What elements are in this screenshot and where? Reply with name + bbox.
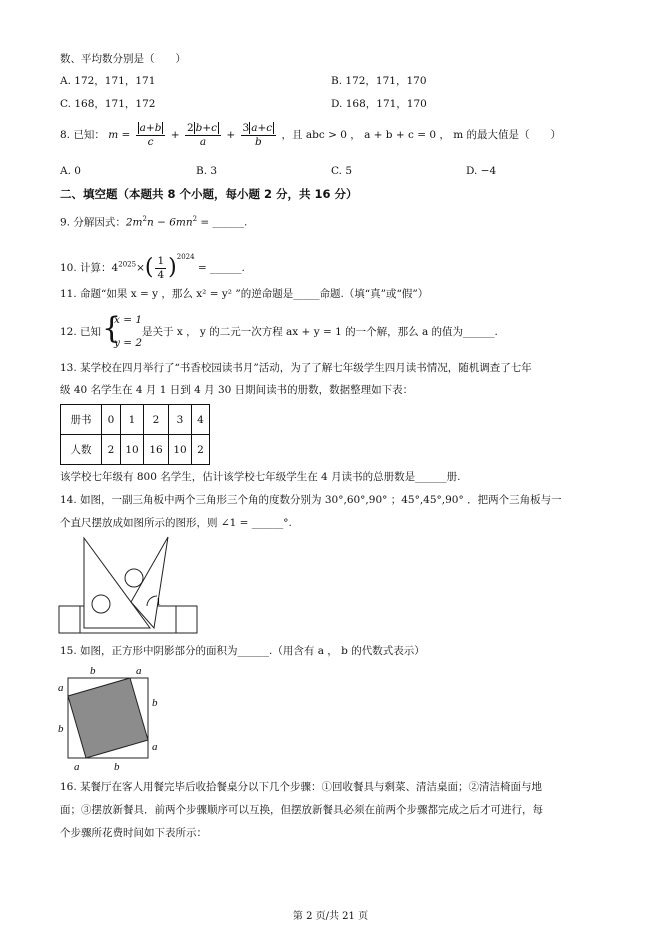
table-cell: 16 bbox=[144, 435, 169, 465]
q12-row-1: x = 1 bbox=[114, 314, 143, 326]
q13-after: 该学校七年级有 800 名学生，估计该学校七年级学生在 4 月读书的总册数是______册. bbox=[60, 471, 461, 483]
table-cell: 1 bbox=[121, 405, 144, 435]
table-cell: 2 bbox=[192, 435, 210, 465]
q10-exp-2: 2024 bbox=[176, 253, 195, 261]
q8-option-c: C. 5 bbox=[331, 165, 353, 177]
q8-f3-num: a+c bbox=[251, 121, 273, 134]
q9-lead: 9. 分解因式： bbox=[60, 216, 126, 229]
q7-tail: 数、平均数分别是（ ） bbox=[60, 53, 186, 65]
q8-ask: m 的最大值是（ ） bbox=[453, 129, 562, 141]
q9-sup-a: 2 bbox=[142, 215, 147, 223]
q11: 11. 命题“如果 x = y ，那么 x² = y² ”的逆命题是_____命题.（填“真”或“假”） bbox=[60, 288, 429, 300]
q16-line-3: 个步骤所花费时间如下表所示： bbox=[60, 827, 207, 839]
q9 bbox=[60, 212, 247, 230]
q8-option-b: B. 3 bbox=[196, 165, 218, 177]
table-cell: 10 bbox=[121, 435, 144, 465]
q9-expr-b: n − 6mn bbox=[146, 216, 193, 229]
q13-line-2: 级 40 名学生在 4 月 1 日到 4 月 30 日期间读书的册数，数据整理如下表： bbox=[60, 384, 414, 396]
q8-option-a: A. 0 bbox=[60, 165, 81, 177]
table-cell: 2 bbox=[102, 435, 121, 465]
label-top-a: a bbox=[136, 665, 142, 677]
section-heading: 二、填空题（本题共 8 个小题，每小题 2 分，共 16 分） bbox=[60, 187, 358, 201]
q7-option-a: A. 172，171，171 bbox=[60, 75, 156, 87]
q10-tail: = ______. bbox=[194, 262, 245, 274]
q8-f2-den: a bbox=[199, 135, 207, 148]
q8-m: m bbox=[108, 129, 119, 141]
q7-option-c: C. 168，171，172 bbox=[60, 98, 156, 110]
shaded-square bbox=[68, 678, 148, 758]
q9-tail: = ______. bbox=[197, 216, 248, 229]
q10-times: × bbox=[136, 262, 145, 274]
set-square-hole bbox=[125, 569, 143, 587]
table-cell: 3 bbox=[169, 405, 192, 435]
q10-base: 4 bbox=[111, 262, 119, 274]
q15-text: 15. 如图，正方形中阴影部分的面积为______.（用含有 a ， b 的代数式表示） bbox=[60, 645, 425, 657]
q10-lead: 10. 计算： bbox=[60, 262, 112, 274]
q14-line-2: 个直尺摆放成如图所示的图形，则 ∠1 = ______°. bbox=[60, 517, 292, 529]
q8-f2-coef: 2 bbox=[186, 121, 194, 134]
q8-plus-2: + bbox=[226, 129, 236, 141]
q12-tail: 是关于 x ， y 的二元一次方程 ax + y = 1 的一个解，那么 a 的值为______. bbox=[142, 326, 498, 338]
q8-fraction-1 bbox=[136, 122, 166, 149]
q13-line-1: 13. 某学校在四月举行了“书香校园读书月”活动，为了了解七年级学生四月读书情况，随机调查了七年 bbox=[60, 362, 532, 374]
label-bottom-a: a bbox=[74, 761, 80, 773]
q8-f1-den: c bbox=[147, 135, 154, 148]
q7-option-d: D. 168，171，170 bbox=[331, 98, 427, 110]
q10-f-den: 4 bbox=[157, 268, 165, 281]
table-cell: 10 bbox=[169, 435, 192, 465]
q10: 10. 计算：$4^{2025}\times$( $\frac{1}{4}$ )$^{2024}$ = ______. bbox=[60, 253, 245, 281]
page-footer: 第 2 页/共 21 页 bbox=[292, 911, 369, 922]
q15-figure bbox=[56, 664, 166, 773]
table-cell: 4 bbox=[192, 405, 210, 435]
label-top-b: b bbox=[90, 665, 96, 677]
q8-eq: = bbox=[121, 129, 131, 141]
q8-cond-2: a + b + c = 0 ， bbox=[364, 129, 450, 141]
set-square-45-shape bbox=[84, 538, 150, 628]
q9-expr-a: 2m bbox=[125, 216, 143, 229]
table-cell: 0 bbox=[102, 405, 121, 435]
q8-lead: 8. 已知： bbox=[60, 129, 105, 141]
label-left-a: a bbox=[58, 682, 64, 694]
q8-f3-coef: 3 bbox=[242, 121, 250, 134]
table-cell: 册书 bbox=[61, 405, 102, 435]
q9-sup-b: 2 bbox=[192, 215, 198, 223]
angle-label: 1 bbox=[156, 597, 161, 608]
label-bottom-b: b bbox=[114, 761, 120, 773]
q8-fraction-2 bbox=[185, 122, 221, 149]
q8-plus-1: + bbox=[170, 129, 180, 141]
q12-lead: 12. 已知 bbox=[60, 326, 102, 338]
q8-option-d: D. −4 bbox=[466, 165, 497, 177]
q13-table bbox=[60, 404, 210, 465]
q14-figure bbox=[58, 536, 200, 636]
q7-option-b: B. 172，171，170 bbox=[331, 75, 427, 87]
label-right-b: b bbox=[152, 697, 158, 709]
q8-stem bbox=[60, 121, 561, 149]
q16-line-2: 面；③摆放新餐具．前两个步骤顺序可以互换，但摆放新餐具必须在前两个步骤都完成之后才可进行，每 bbox=[60, 804, 543, 816]
table-row bbox=[61, 405, 210, 435]
q8-f3-den: b bbox=[255, 135, 262, 148]
q10-exp-1: 2025 bbox=[118, 260, 137, 269]
q12-brace: { bbox=[102, 311, 122, 346]
q8-cond-1: ，且 abc > 0 ， bbox=[281, 129, 361, 141]
label-left-b: b bbox=[58, 723, 64, 735]
q8-f1-num: a+b bbox=[139, 121, 162, 134]
q12-row-2: y = 2 bbox=[114, 337, 143, 349]
table-cell: 2 bbox=[144, 405, 169, 435]
q8-fraction-3 bbox=[241, 122, 277, 149]
q16-line-1: 16. 某餐厅在客人用餐完毕后收拾餐桌分以下几个步骤：①回收餐具与剩菜、清洁桌面；②清洁椅面与地 bbox=[60, 781, 543, 793]
q8-f2-num: b+c bbox=[195, 121, 218, 134]
q10-f-num: 1 bbox=[157, 254, 165, 267]
label-right-a: a bbox=[152, 741, 158, 753]
table-row bbox=[61, 435, 210, 465]
q10-fraction bbox=[155, 255, 166, 282]
table-cell: 人数 bbox=[61, 435, 102, 465]
q14-line-1: 14. 如图，一副三角板中两个三角形三个角的度数分别为 30°,60°,90° ；45°,45°,90° ．把两个三角板与一 bbox=[60, 494, 562, 506]
